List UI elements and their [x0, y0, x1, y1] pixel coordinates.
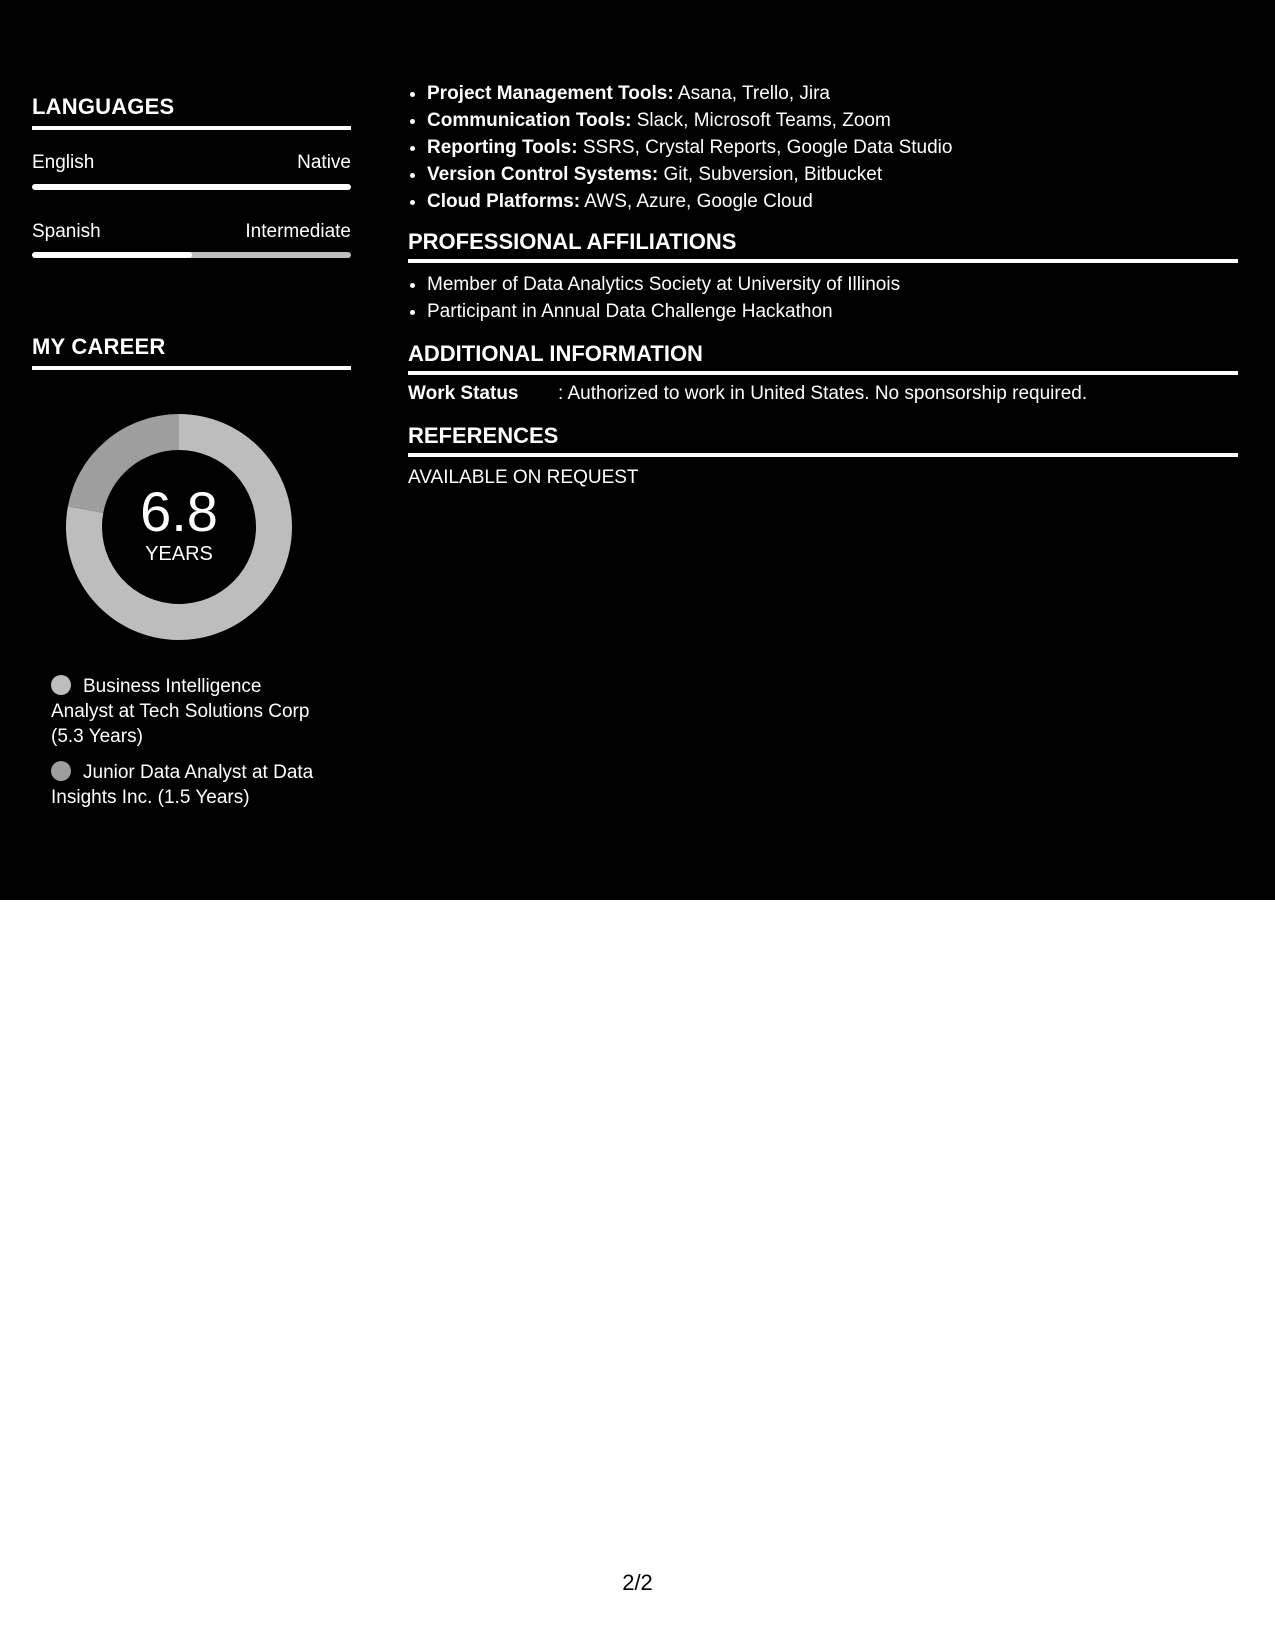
skill-label: Cloud Platforms: [427, 191, 581, 212]
language-name: Spanish [32, 221, 101, 242]
legend-dot-icon [51, 761, 71, 781]
career-heading: MY CAREER [32, 334, 351, 370]
skill-value: SSRS, Crystal Reports, Google Data Studio [582, 137, 953, 158]
language-level: Intermediate [245, 221, 351, 242]
career-total-years: 6.8 [140, 479, 218, 543]
skill-value: Asana, Trello, Jira [677, 83, 830, 104]
work-status-value: : Authorized to work in United States. No sponsorship required. [558, 383, 1088, 404]
skill-value: Slack, Microsoft Teams, Zoom [636, 110, 891, 131]
career-years-unit: YEARS [145, 542, 213, 565]
skills-list [408, 80, 952, 215]
skill-label: Reporting Tools: [427, 137, 578, 158]
languages-heading: LANGUAGES [32, 94, 351, 130]
page-number: 2/2 [622, 1570, 653, 1595]
skill-value: AWS, Azure, Google Cloud [584, 191, 813, 212]
language-bar-spanish [32, 252, 351, 258]
language-row-english [32, 152, 351, 174]
legend-dot-icon [51, 675, 71, 695]
list-item: • Participant in Annual Data Challenge Hackathon [427, 298, 900, 325]
affiliations-list [408, 271, 900, 325]
list-item [427, 107, 952, 134]
language-row-spanish [32, 221, 351, 243]
career-item-text: Junior Data Analyst at Data Insights Inc. (1.5 Years) [51, 762, 314, 808]
skill-label: Version Control Systems: [427, 164, 659, 185]
language-bar-fill [32, 184, 351, 190]
sidebar [0, 0, 380, 900]
career-item [51, 760, 321, 810]
list-item [427, 134, 952, 161]
language-name: English [32, 152, 95, 173]
references-heading: REFERENCES [408, 423, 1238, 457]
work-status-row [408, 383, 1087, 405]
career-item [51, 674, 321, 749]
list-item [427, 188, 952, 215]
list-item: • Member of Data Analytics Society at University of Illinois [427, 271, 900, 298]
list-item [427, 80, 952, 107]
career-item-text: Business Intelligence Analyst at Tech Solutions Corp (5.3 Years) [51, 676, 310, 747]
list-item [427, 161, 952, 188]
skill-label: Communication Tools: [427, 110, 632, 131]
language-level: Native [297, 152, 351, 173]
affiliations-heading: PROFESSIONAL AFFILIATIONS [408, 229, 1238, 263]
donut-center [66, 414, 292, 640]
additional-info-heading: ADDITIONAL INFORMATION [408, 341, 1238, 375]
references-text: AVAILABLE ON REQUEST [408, 467, 639, 488]
language-bar-fill [32, 252, 192, 258]
language-bar-english [32, 184, 351, 190]
career-donut-chart [66, 414, 292, 640]
skill-label: Project Management Tools: [427, 83, 674, 104]
work-status-label: Work Status [408, 383, 519, 404]
skill-value: Git, Subversion, Bitbucket [663, 164, 883, 185]
